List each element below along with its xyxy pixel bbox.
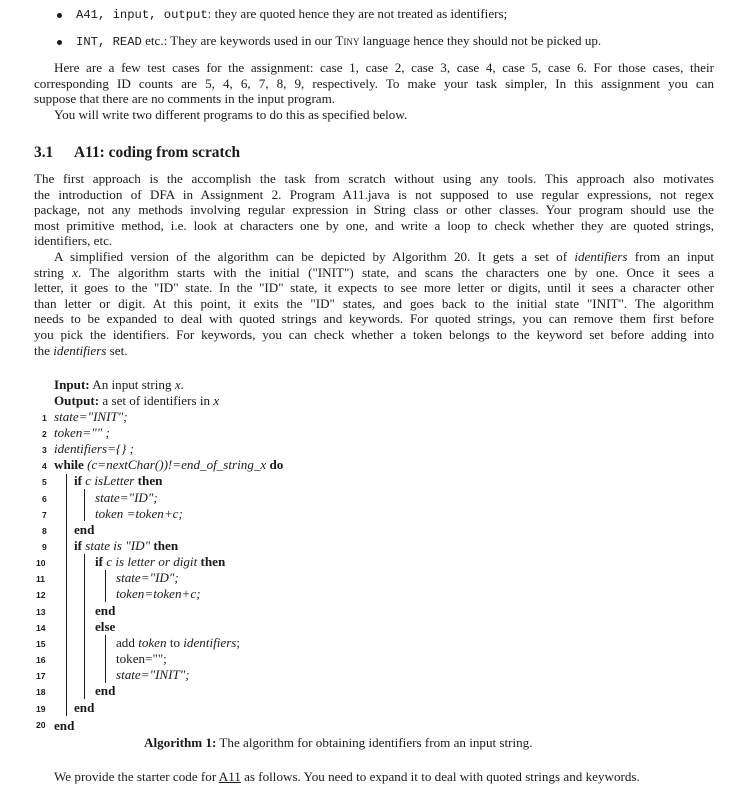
identifiers-var: identifiers	[53, 342, 107, 358]
identifiers-var: identifiers	[574, 249, 628, 264]
text-line: A simplified version of the algorithm can be depicted by Algorithm 20. It gets a set of identifiers from an input	[54, 249, 714, 264]
line-number: 2	[42, 429, 47, 439]
block-bar-else	[105, 635, 106, 683]
bullet-item-2	[76, 33, 601, 49]
section-title: A11: coding from scratch	[74, 144, 240, 161]
bullet-item-1	[76, 6, 507, 22]
line-number: 16	[36, 655, 46, 665]
text-line: corresponding ID counts are 5, 4, 6, 7, 8, 9, respectively. To make your task simpler, In this assignment you can	[34, 75, 714, 91]
algo-line-17: state="INIT";	[116, 667, 190, 682]
paragraph-approach	[34, 171, 714, 249]
a11-link[interactable]: A11	[218, 769, 241, 784]
algo-line-5: if c isLetter then	[74, 473, 163, 488]
final-paragraph: We provide the starter code for A11 as follows. You need to expand it to deal with quoted strings and keywords.	[54, 769, 640, 784]
line-number: 17	[36, 671, 46, 681]
block-bar-if-letter	[84, 489, 85, 521]
text-line: Here are a few test cases for the assignment: case 1, case 2, case 3, case 4, case 5, case 6. For those cases, their	[54, 60, 714, 75]
text-line: suppose that there are no comments in the input program.	[34, 91, 336, 107]
block-bar-if-digit	[105, 570, 106, 602]
bullet-code: INT, READ	[76, 35, 142, 49]
algorithm-caption	[144, 735, 533, 751]
caption-text: The algorithm for obtaining identifiers from an input string.	[216, 735, 533, 750]
text-line: package, not any methods involving regular expression in String class or other classes. Your program should use the	[34, 202, 714, 218]
tiny-language-name: Tiny	[335, 33, 360, 48]
line-number: 1	[42, 413, 47, 423]
bullet-text: : they are quoted hence they are not treated as identifiers;	[207, 6, 508, 21]
line-number: 18	[36, 687, 46, 697]
text-line: letter, it goes to the "ID" state. In the "ID" state, it expects to see more letter or digits, until it sees a character other	[34, 280, 714, 296]
text-line: than letter or digit. At this point, it exits the "ID" states, and goes back to the initial state "INIT". The algorithm	[34, 295, 714, 311]
algo-line-9: if state is "ID" then	[74, 538, 179, 553]
line-number: 15	[36, 639, 46, 649]
algo-line-1: state="INIT";	[54, 409, 128, 424]
algo-line-6: state="ID";	[95, 490, 158, 505]
algo-line-18: end	[95, 683, 116, 698]
paragraph-algorithm-description	[34, 249, 714, 358]
text-line: string x. The algorithm starts with the initial ("INIT") state, and scans the characters one by one. Once it sees a	[34, 264, 714, 280]
line-number: 13	[36, 607, 46, 617]
text-line: the identifiers set.	[34, 342, 128, 358]
algorithm-input: Input: An input string x.	[54, 377, 184, 392]
bullet-text: etc.: They are keywords used in our	[141, 33, 336, 48]
bullet-dot	[57, 13, 62, 18]
algo-line-19: end	[74, 700, 95, 715]
line-number: 6	[42, 494, 47, 504]
algo-line-14: else	[95, 619, 116, 634]
intro-paragraph	[34, 60, 714, 122]
algo-line-15: add token to identifiers;	[116, 635, 241, 650]
algo-line-11: state="ID";	[116, 570, 179, 585]
algo-line-8: end	[74, 522, 95, 537]
text-line: most primitive method, i.e. look at characters one by one, and write a loop to check whether they are quoted strings,	[34, 217, 714, 233]
line-number: 9	[42, 542, 47, 552]
text-line: identifiers, etc.	[34, 233, 113, 249]
line-number: 4	[42, 461, 47, 471]
text-line: needs to be expanded to deal with quoted strings and keywords. For quoted strings, you can remove them first before	[34, 311, 714, 327]
algo-line-10: if c is letter or digit then	[95, 554, 226, 569]
line-number: 14	[36, 623, 46, 633]
bullet-dot	[57, 40, 62, 45]
line-number: 20	[36, 720, 46, 730]
line-number: 11	[36, 574, 46, 584]
algorithm-output: Output: a set of identifiers in x	[54, 393, 220, 408]
text-line: You will write two different programs to do this as specified below.	[54, 106, 408, 122]
text-line: The first approach is the accomplish the task from scratch without using any tools. This approach also motivates	[34, 171, 714, 186]
algo-line-12: token=token+c;	[116, 586, 201, 601]
caption-label: Algorithm 1:	[144, 735, 217, 750]
bullet-text: language hence they should not be picked up.	[359, 33, 602, 48]
line-number: 5	[42, 477, 47, 487]
line-number: 8	[42, 526, 47, 536]
algo-line-3: identifiers={} ;	[54, 441, 135, 456]
block-bar-if-id	[84, 554, 85, 699]
algo-line-13: end	[95, 603, 116, 618]
section-number: 3.1	[34, 144, 54, 161]
section-heading	[34, 144, 240, 162]
text-line: you pick the identifiers. For keywords, you can check whether a token belongs to the keyword set before adding into	[34, 326, 714, 342]
algo-line-2: token="" ;	[54, 425, 110, 440]
line-number: 10	[36, 558, 46, 568]
algo-line-4: while (c=nextChar())!=end_of_string_x do	[54, 457, 284, 472]
line-number: 19	[36, 704, 46, 714]
algo-line-7: token =token+c;	[95, 506, 183, 521]
x-var: x	[72, 264, 78, 280]
block-bar-while	[66, 474, 67, 716]
line-number: 7	[42, 510, 47, 520]
bullet-code: A41, input, output	[76, 8, 208, 22]
line-number: 3	[42, 445, 47, 455]
algo-line-16: token="";	[116, 651, 167, 666]
line-number: 12	[36, 590, 46, 600]
algo-line-20: end	[54, 718, 75, 733]
text-line: the introduction of DFA in Assignment 2. Program A11.java is not supposed to use regular expressions, not regex	[34, 186, 714, 202]
